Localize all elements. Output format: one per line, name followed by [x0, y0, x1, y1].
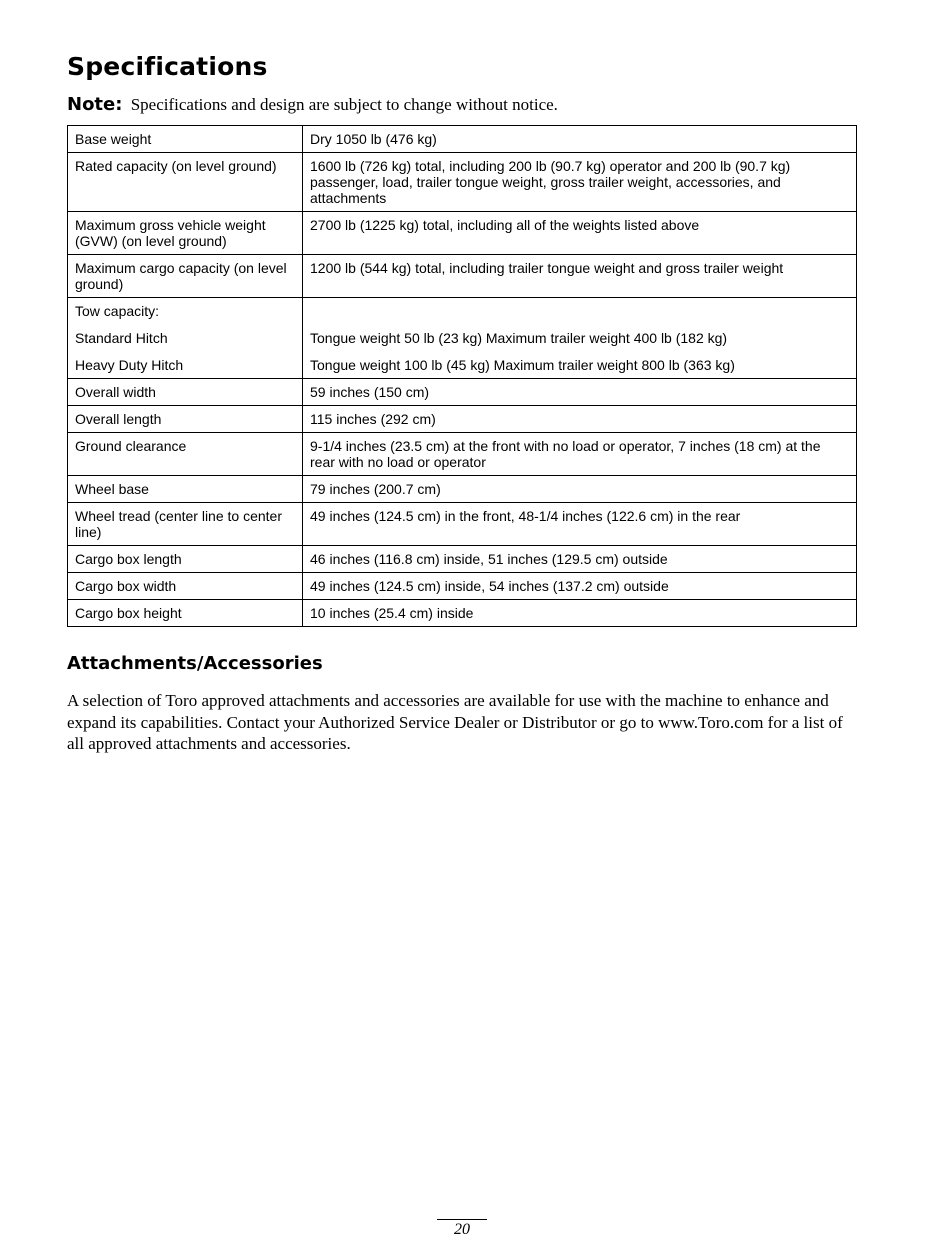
heavy-duty-hitch-label: Heavy Duty Hitch — [75, 357, 184, 373]
spec-label: Maximum gross vehicle weight (GVW) (on level ground) — [68, 212, 303, 255]
attachments-heading: Attachments/Accessories — [67, 653, 323, 674]
spec-label: Cargo box width — [68, 573, 303, 600]
spec-value: 79 inches (200.7 cm) — [303, 476, 857, 503]
table-row — [68, 476, 857, 503]
spec-label: Wheel tread (center line to center line) — [68, 503, 303, 546]
table-row — [68, 546, 857, 573]
table-row — [68, 433, 857, 476]
standard-hitch-value: Tongue weight 50 lb (23 kg) Maximum trailer weight 400 lb (182 kg) — [310, 330, 728, 346]
spec-value — [303, 298, 857, 379]
spec-label: Overall width — [68, 379, 303, 406]
table-row — [68, 126, 857, 153]
note — [67, 94, 558, 115]
table-row — [68, 503, 857, 546]
spec-label: Rated capacity (on level ground) — [68, 153, 303, 212]
tow-capacity-blank — [310, 303, 849, 330]
standard-hitch-label: Standard Hitch — [75, 330, 168, 346]
table-row — [68, 153, 857, 212]
heavy-duty-hitch-value: Tongue weight 100 lb (45 kg) Maximum trailer weight 800 lb (363 kg) — [310, 357, 735, 373]
spec-label: Base weight — [68, 126, 303, 153]
page-title: Specifications — [67, 52, 268, 81]
spec-value: 49 inches (124.5 cm) inside, 54 inches (137.2 cm) outside — [303, 573, 857, 600]
table-row — [68, 379, 857, 406]
table-row — [68, 406, 857, 433]
note-text: Specifications and design are subject to change without notice. — [130, 95, 558, 114]
page-number: 20 — [454, 1221, 470, 1238]
attachments-paragraph: A selection of Toro approved attachments and accessories are available for use with the machine to enhance and expand its capabilities. Contact your Authorized Service Dealer or Distributor or go to www.Toro.com for a list of all approved attachments and accessories. — [67, 691, 843, 753]
table-row — [68, 212, 857, 255]
spec-value: Dry 1050 lb (476 kg) — [303, 126, 857, 153]
spec-label: Ground clearance — [68, 433, 303, 476]
spec-value: 10 inches (25.4 cm) inside — [303, 600, 857, 627]
spec-label: Cargo box height — [68, 600, 303, 627]
specifications-table — [67, 125, 857, 627]
spec-value: 9-1/4 inches (23.5 cm) at the front with no load or operator, 7 inches (18 cm) at the rear with no load or operator — [303, 433, 857, 476]
table-row-tow-capacity — [68, 298, 857, 379]
spec-value: 59 inches (150 cm) — [303, 379, 857, 406]
spec-value: 2700 lb (1225 kg) total, including all of the weights listed above — [303, 212, 857, 255]
spec-value: 1600 lb (726 kg) total, including 200 lb (90.7 kg) operator and 200 lb (90.7 kg) passenger, load, trailer tongue weight, gross trailer weight, accessories, and attachments — [303, 153, 857, 212]
spec-label: Cargo box length — [68, 546, 303, 573]
spec-label: Maximum cargo capacity (on level ground) — [68, 255, 303, 298]
spec-value: 49 inches (124.5 cm) in the front, 48-1/4 inches (122.6 cm) in the rear — [303, 503, 857, 546]
footer-divider — [437, 1219, 487, 1220]
table-row — [68, 573, 857, 600]
spec-label: Overall length — [68, 406, 303, 433]
spec-value: 115 inches (292 cm) — [303, 406, 857, 433]
spec-value: 46 inches (116.8 cm) inside, 51 inches (129.5 cm) outside — [303, 546, 857, 573]
tow-capacity-label: Tow capacity: — [75, 303, 160, 319]
table-row — [68, 600, 857, 627]
note-label: Note: — [67, 94, 123, 115]
spec-value: 1200 lb (544 kg) total, including trailer tongue weight and gross trailer weight — [303, 255, 857, 298]
table-row — [68, 255, 857, 298]
spec-label — [68, 298, 303, 379]
spec-label: Wheel base — [68, 476, 303, 503]
